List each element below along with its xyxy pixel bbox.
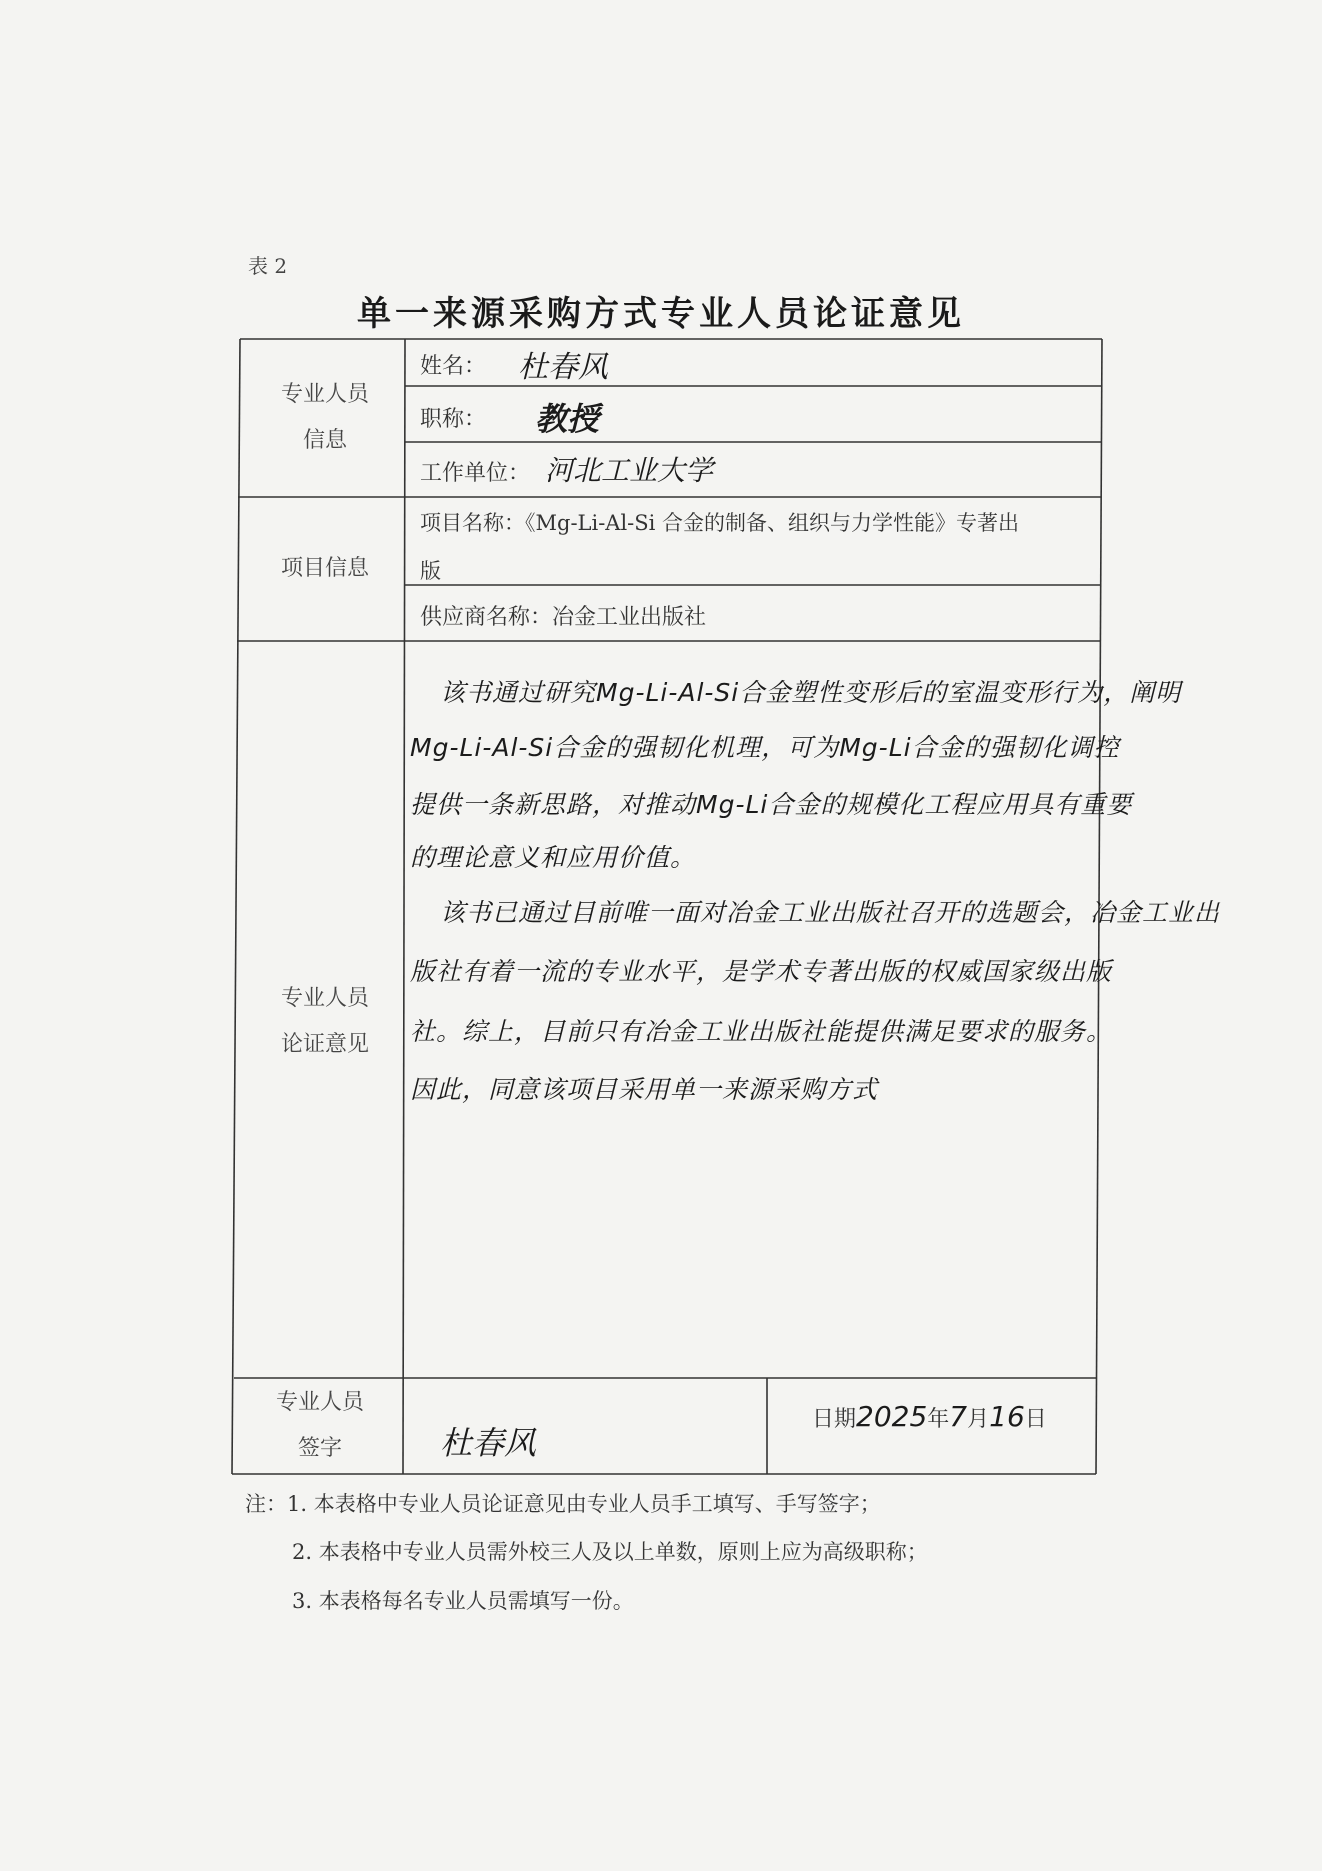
table-label: 表 2 <box>248 254 288 278</box>
note-2: 2. 本表格中专业人员需外校三人及以上单数，原则上应为高级职称； <box>292 1540 928 1564</box>
date-day: 16 <box>989 1400 1025 1433</box>
title-label: 职称： <box>420 407 487 432</box>
note-1: 注：1. 本表格中专业人员论证意见由专业人员手工填写、手写签字； <box>245 1492 881 1516</box>
date-year: 2025 <box>856 1400 928 1433</box>
opinion-line-5: 该书已通过目前唯一面对冶金工业出版社召开的选题会，冶金工业出 <box>440 898 1221 927</box>
unit-label: 工作单位： <box>420 461 531 486</box>
title-value: 教授 <box>535 400 600 438</box>
signature-date: 日期2025年7月16日 <box>812 1400 1047 1433</box>
opinion-line-3: 提供一条新思路，对推动Mg-Li合金的规模化工程应用具有重要 <box>410 790 1133 819</box>
opinion-line-4: 的理论意义和应用价值。 <box>410 843 697 872</box>
project-name: 项目名称：《Mg-Li-Al-Si 合金的制备、组织与力学性能》专著出 <box>420 511 1020 535</box>
project-name-continued: 版 <box>420 559 441 583</box>
supplier: 供应商名称：冶金工业出版社 <box>420 605 707 630</box>
name-value: 杜春风 <box>518 350 608 385</box>
opinion-line-2: Mg-Li-Al-Si合金的强韧化机理，可为Mg-Li合金的强韧化调控 <box>410 733 1120 762</box>
expert-info-label: 专业人员 信息 <box>280 382 369 453</box>
date-month: 7 <box>949 1400 968 1433</box>
name-label: 姓名： <box>420 354 487 379</box>
opinion-line-7: 社。综上，目前只有冶金工业出版社能提供满足要求的服务。 <box>410 1017 1113 1046</box>
note-3: 3. 本表格每名专业人员需填写一份。 <box>292 1589 634 1613</box>
signature-label: 专业人员 签字 <box>275 1390 364 1461</box>
signature-handwritten: 杜春风 <box>440 1424 537 1462</box>
project-info-label: 项目信息 <box>280 556 369 581</box>
opinion-line-6: 版社有着一流的专业水平，是学术专著出版的权威国家级出版 <box>410 957 1113 986</box>
opinion-line-1: 该书通过研究Mg-Li-Al-Si合金塑性变形后的室温变形行为，阐明 <box>440 678 1182 707</box>
opinion-line-8: 因此，同意该项目采用单一来源采购方式 <box>410 1075 879 1104</box>
opinion-label: 专业人员 论证意见 <box>280 986 369 1057</box>
document-title: 单一来源采购方式专业人员论证意见 <box>357 294 965 334</box>
unit-value: 河北工业大学 <box>545 454 714 487</box>
